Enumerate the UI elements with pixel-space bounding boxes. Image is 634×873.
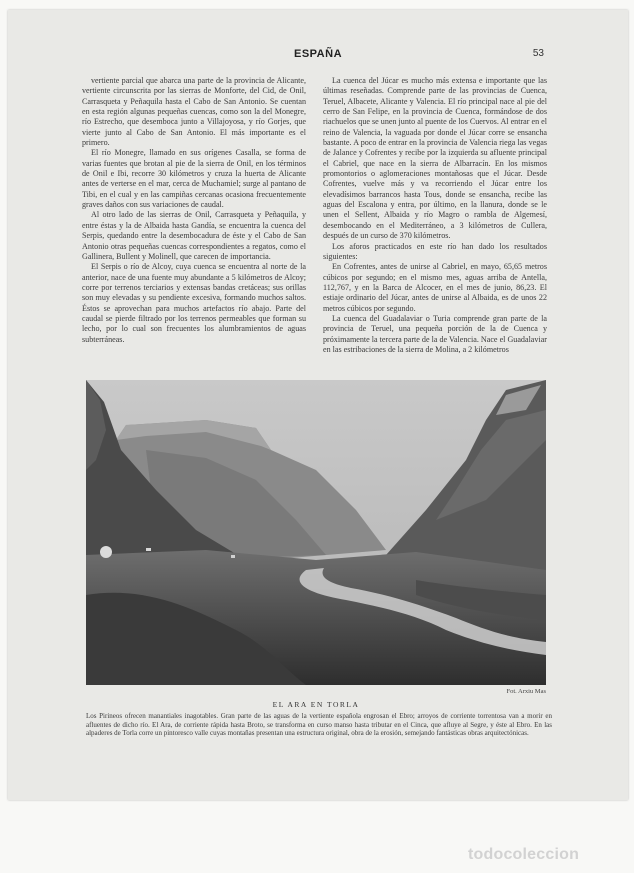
- photo-credit: Fot. Arxiu Mas: [506, 688, 546, 695]
- running-head: [8, 48, 628, 64]
- valley-photograph: [86, 380, 546, 685]
- page-number: 53: [532, 48, 544, 59]
- paragraph: vertiente parcial que abarca una parte de la provincia de Alicante, vertiente circunscrita por las sierras de Monforte, del Cid, de Onil, Carrasqueta y Peñaquila hasta el Cabo de San Antonio. Se cuentan en esta región algunas pequeñas cuencas, como son la del Monegre, río Estrecho, que desemboca junto a Villajoyosa, y río Gorjes, que vierte junto al Cabo de San Antonio. El más importante es el primero.: [82, 76, 306, 148]
- page-title: ESPAÑA: [293, 48, 343, 60]
- paragraph: Los aforos practicados en este río han dado los resultados siguientes:: [323, 241, 547, 261]
- watermark: todocoleccion: [468, 846, 580, 863]
- photo-illustration: [86, 380, 546, 685]
- paragraph: La cuenca del Guadalaviar o Turia comprende gran parte de la provincia de Teruel, una pequeña porción de la de Cuenca y próximamente la tercera parte de la de Valencia. Nace el Guadalaviar en las estribaciones de la sierra de Molina, a 2 kilómetros: [323, 313, 547, 354]
- paragraph: La cuenca del Júcar es mucho más extensa e importante que las últimas reseñadas. Comprende parte de las provincias de Cuenca, Teruel, Albacete, Alicante y Valencia. El río principal nace al pie del cerro de San Felipe, en la provincia de Cuenca, formándose de dos riachuelos que se unen junto al puente de los Cuervos. Al entrar en el reino de Valencia, la vaguada por donde el Júcar corre se ensancha bastante. A poco de entrar en la provincia de Valencia riega las vegas de Jalance y Cofrentes y recibe por la izquierda su afluente principal el Cabriel, que nace en la sierra de Albarracín. En los mismos promontorios o aglomeraciones montañosas que el Júcar. Desde Cofrentes, vuelve más y va recorriendo el Júcar entre los elevadísimos barrancos hasta Tous, donde se ensancha, recibe las aguas del Escalona y entra, por último, en la llanura, donde se le unen el Sellent, Albaida y río Magro o rambla de Algemesí, desembocando en el Mediterráneo, a 3 kilómetros de Cullera, después de un curso de 370 kilómetros.: [323, 76, 547, 241]
- paragraph: Al otro lado de las sierras de Onil, Carrasqueta y Peñaquila, y entre éstas y la de Albaida hasta Gandía, se encuentra la cuenca del Serpis, quedando entre la desembocadura de éste y el Cabo de San Antonio otras pequeñas cuencas correspondientes a regatos, como el Gallinera, Bullent y Molinell, que carecen de importancia.: [82, 210, 306, 261]
- paragraph: En Cofrentes, antes de unirse al Cabriel, en mayo, 65,65 metros cúbicos por segundo; en el mismo mes, aguas arriba de Antella, 112,767, y en la Barca de Alcocer, en el mes de junio, 86,23. El estiaje ordinario del Júcar, antes de unirse al Albaida, es de unos 22 metros cúbicos por segundo.: [323, 262, 547, 313]
- caption-text: Los Pirineos ofrecen manantiales inagotables. Gran parte de las aguas de la vertiente española engrosan el Ebro; arroyos de corriente torrentosa van a morir en afluentes de dicho río. El Ara, de corriente rápida hasta Broto, se transforma en curso manso hasta tributar en el Cinca, que afluye al Segre, y éste al Ebro. En las alpaderes de Torla corre un pintoresco valle cuyas montañas presentan una estructura original, obra de la erosión, semejando fantásticas obras arquitectónicas.: [86, 712, 552, 737]
- left-text-column: [82, 76, 306, 382]
- paragraph: El río Monegre, llamado en sus orígenes Casalla, se forma de varias fuentes que brotan al pie de la sierra de Onil, en los términos de Onil e Ibi, recorre 30 kilómetros y cruza la huerta de Alicante antes de verterse en el mar, cerca de Muchamiel; surge al pantano de Tibi, en el cual y en las campiñas cercanas ocasiona frecuentemente graves daños con sus variaciones de caudal.: [82, 148, 306, 210]
- right-text-column: [323, 76, 547, 382]
- paragraph: El Serpis o río de Alcoy, cuya cuenca se encuentra al norte de la anterior, nace de una fuente muy abundante a 5 kilómetros de Alcoy; corre por terrenos terciarios y extensas bandas cretáceas; sus orillas son muy elevadas y su pendiente excesiva, formando muchos saltos. Éstos se aprovechan para muchos artefactos río abajo. Parte del caudal se pierde filtrado por los terrenos permeables que forman su lecho, por lo cual son frecuentes los alumbramientos de aguas subterráneas.: [82, 262, 306, 344]
- caption-title: EL ARA EN TORLA: [272, 700, 360, 709]
